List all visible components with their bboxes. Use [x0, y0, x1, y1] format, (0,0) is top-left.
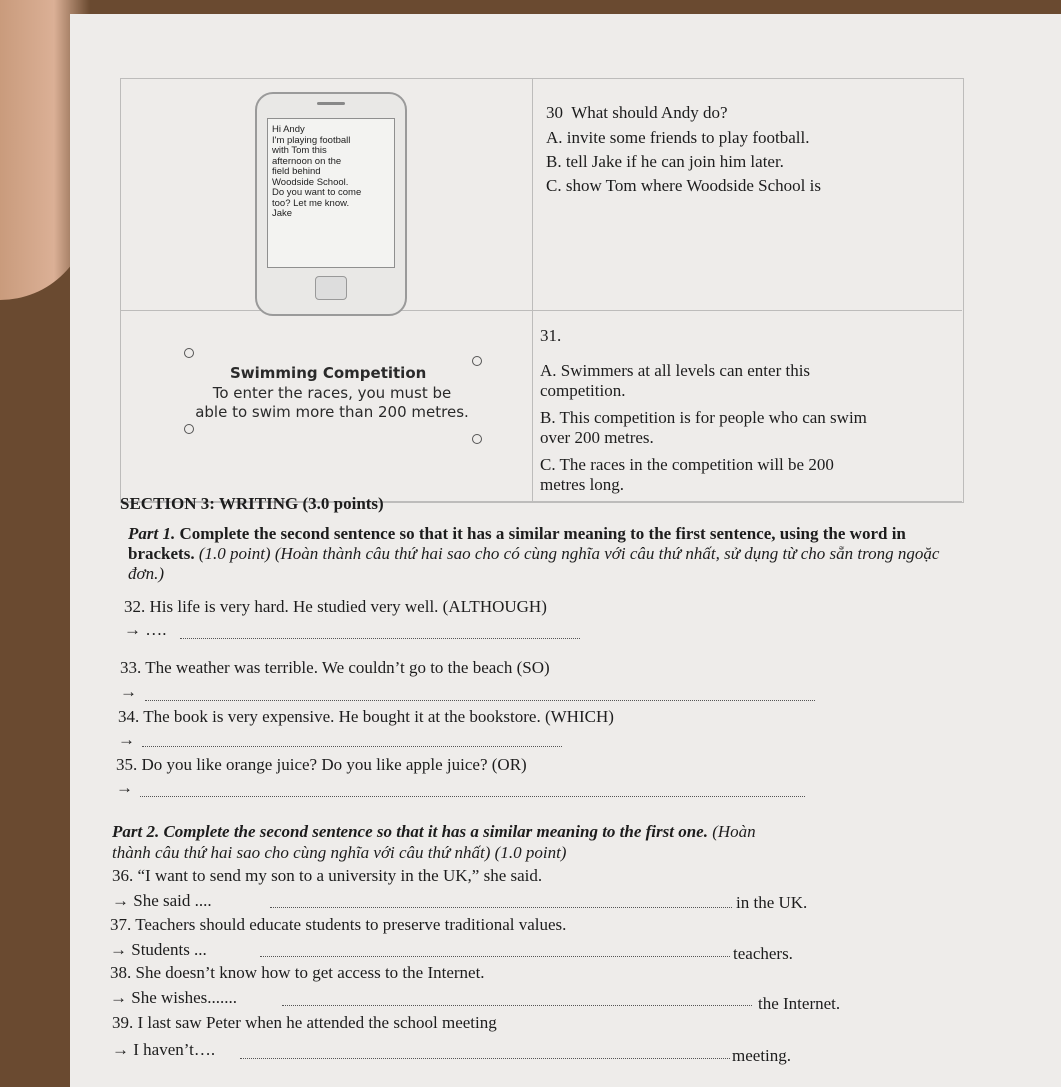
phone-image	[255, 92, 407, 316]
part2-italic: (Hoàn	[707, 822, 756, 841]
q30-option-a: A. invite some friends to play football.	[546, 128, 810, 147]
item-32-answer-arrow: → ….	[124, 620, 167, 639]
message-line: too? Let me know.	[272, 197, 350, 209]
item-37-answer-line[interactable]	[260, 956, 730, 957]
part1-label: Part 1.	[128, 524, 176, 543]
item-37-question: 37. Teachers should educate students to preserve traditional values.	[110, 915, 567, 934]
q31-option-a-cont: competition.	[540, 381, 626, 400]
table-divider-horizontal	[120, 310, 962, 311]
q30-question: 30 What should Andy do?	[546, 103, 728, 122]
q30-option-b: B. tell Jake if he can join him later.	[546, 152, 784, 171]
item-36-answer-line[interactable]	[270, 907, 732, 908]
section-title: SECTION 3: WRITING (3.0 points)	[120, 494, 384, 513]
part1-instruction-italic: (1.0 point) (Hoàn thành câu thứ hai sao cho có cùng nghĩa với câu thứ nhất, sử dụng từ cho sẵn trong ngoặc đơn.)	[128, 544, 940, 583]
item-33-answer-arrow: →	[120, 682, 137, 701]
phone-home-button	[315, 276, 347, 300]
part2-label: Part 2. Complete the second sentence so that it has a similar meaning to the first one.	[112, 822, 708, 841]
message-line: field behind	[272, 166, 321, 177]
item-39-question: 39. I last saw Peter when he attended the school meeting	[112, 1013, 497, 1032]
phone-message	[267, 118, 395, 268]
q31-option-c: C. The races in the competition will be 200	[540, 455, 834, 474]
sign-bolt	[472, 434, 482, 444]
table-divider-vertical	[532, 78, 533, 501]
item-37-answer-start: → Students ...	[110, 940, 207, 959]
message-line: afternoon on the	[272, 155, 342, 167]
sign-text	[182, 384, 482, 422]
item-36-answer-start: → She said ....	[112, 891, 212, 910]
q31-option-a: A. Swimmers at all levels can enter this	[540, 361, 811, 380]
item-38-question: 38. She doesn’t know how to get access to the Internet.	[110, 963, 485, 982]
part2-instruction-line2: thành câu thứ hai sao cho cùng nghĩa với câu thứ nhất) (1.0 point)	[112, 843, 567, 862]
phone-speaker	[317, 102, 345, 105]
item-39-answer-end: meeting.	[732, 1046, 792, 1065]
message-line: Do you want to come	[272, 187, 362, 198]
sign-title: Swimming Competition	[230, 364, 427, 382]
item-38-answer-start: → She wishes.......	[110, 988, 238, 1007]
item-39-answer-start: → I haven’t….	[112, 1040, 216, 1059]
message-line: I'm playing football	[272, 134, 351, 146]
q31-option-b-cont: over 200 metres.	[540, 428, 654, 447]
part2-instruction	[112, 822, 972, 842]
part1-instruction	[128, 524, 968, 584]
item-38-answer-end: the Internet.	[758, 994, 841, 1013]
item-36-question: 36. “I want to send my son to a university in the UK,” she said.	[112, 866, 543, 885]
message-line: Hi Andy	[272, 124, 305, 135]
item-34-answer-arrow: →	[118, 730, 135, 749]
item-36-answer-end: in the UK.	[736, 893, 808, 912]
item-32-question: 32. His life is very hard. He studied very well. (ALTHOUGH)	[124, 597, 547, 616]
sign-line: To enter the races, you must be	[212, 384, 452, 402]
item-35-answer-arrow: →	[116, 778, 133, 797]
part1-instruction-bold: Complete the second sentence so that it has a similar meaning to the first sentence, using the word in brackets.	[128, 524, 906, 563]
item-35-answer-line[interactable]	[140, 796, 805, 797]
q30-option-c: C. show Tom where Woodside School is	[546, 176, 821, 195]
item-33-question: 33. The weather was terrible. We couldn’t go to the beach (SO)	[120, 658, 550, 677]
item-37-answer-end: teachers.	[733, 944, 793, 963]
sign-bolt	[184, 424, 194, 434]
sign-line: able to swim more than 200 metres.	[195, 403, 469, 421]
item-35-question: 35. Do you like orange juice? Do you like apple juice? (OR)	[116, 755, 527, 774]
q31-option-c-cont: metres long.	[540, 475, 625, 494]
message-line: with Tom this	[272, 145, 327, 156]
item-39-answer-line[interactable]	[240, 1058, 730, 1059]
item-38-answer-line[interactable]	[282, 1005, 752, 1006]
q31-number: 31.	[540, 326, 562, 345]
q31-option-b: B. This competition is for people who can swim	[540, 408, 867, 427]
item-34-answer-line[interactable]	[142, 746, 562, 747]
sign-bolt	[472, 356, 482, 366]
swimming-sign	[182, 348, 482, 448]
sign-bolt	[184, 348, 194, 358]
item-34-question: 34. The book is very expensive. He bought it at the bookstore. (WHICH)	[118, 707, 614, 726]
item-32-answer-line[interactable]	[180, 638, 580, 639]
message-line: Woodside School.	[272, 176, 349, 188]
message-line: Jake	[272, 208, 293, 219]
item-33-answer-line[interactable]	[145, 700, 815, 701]
